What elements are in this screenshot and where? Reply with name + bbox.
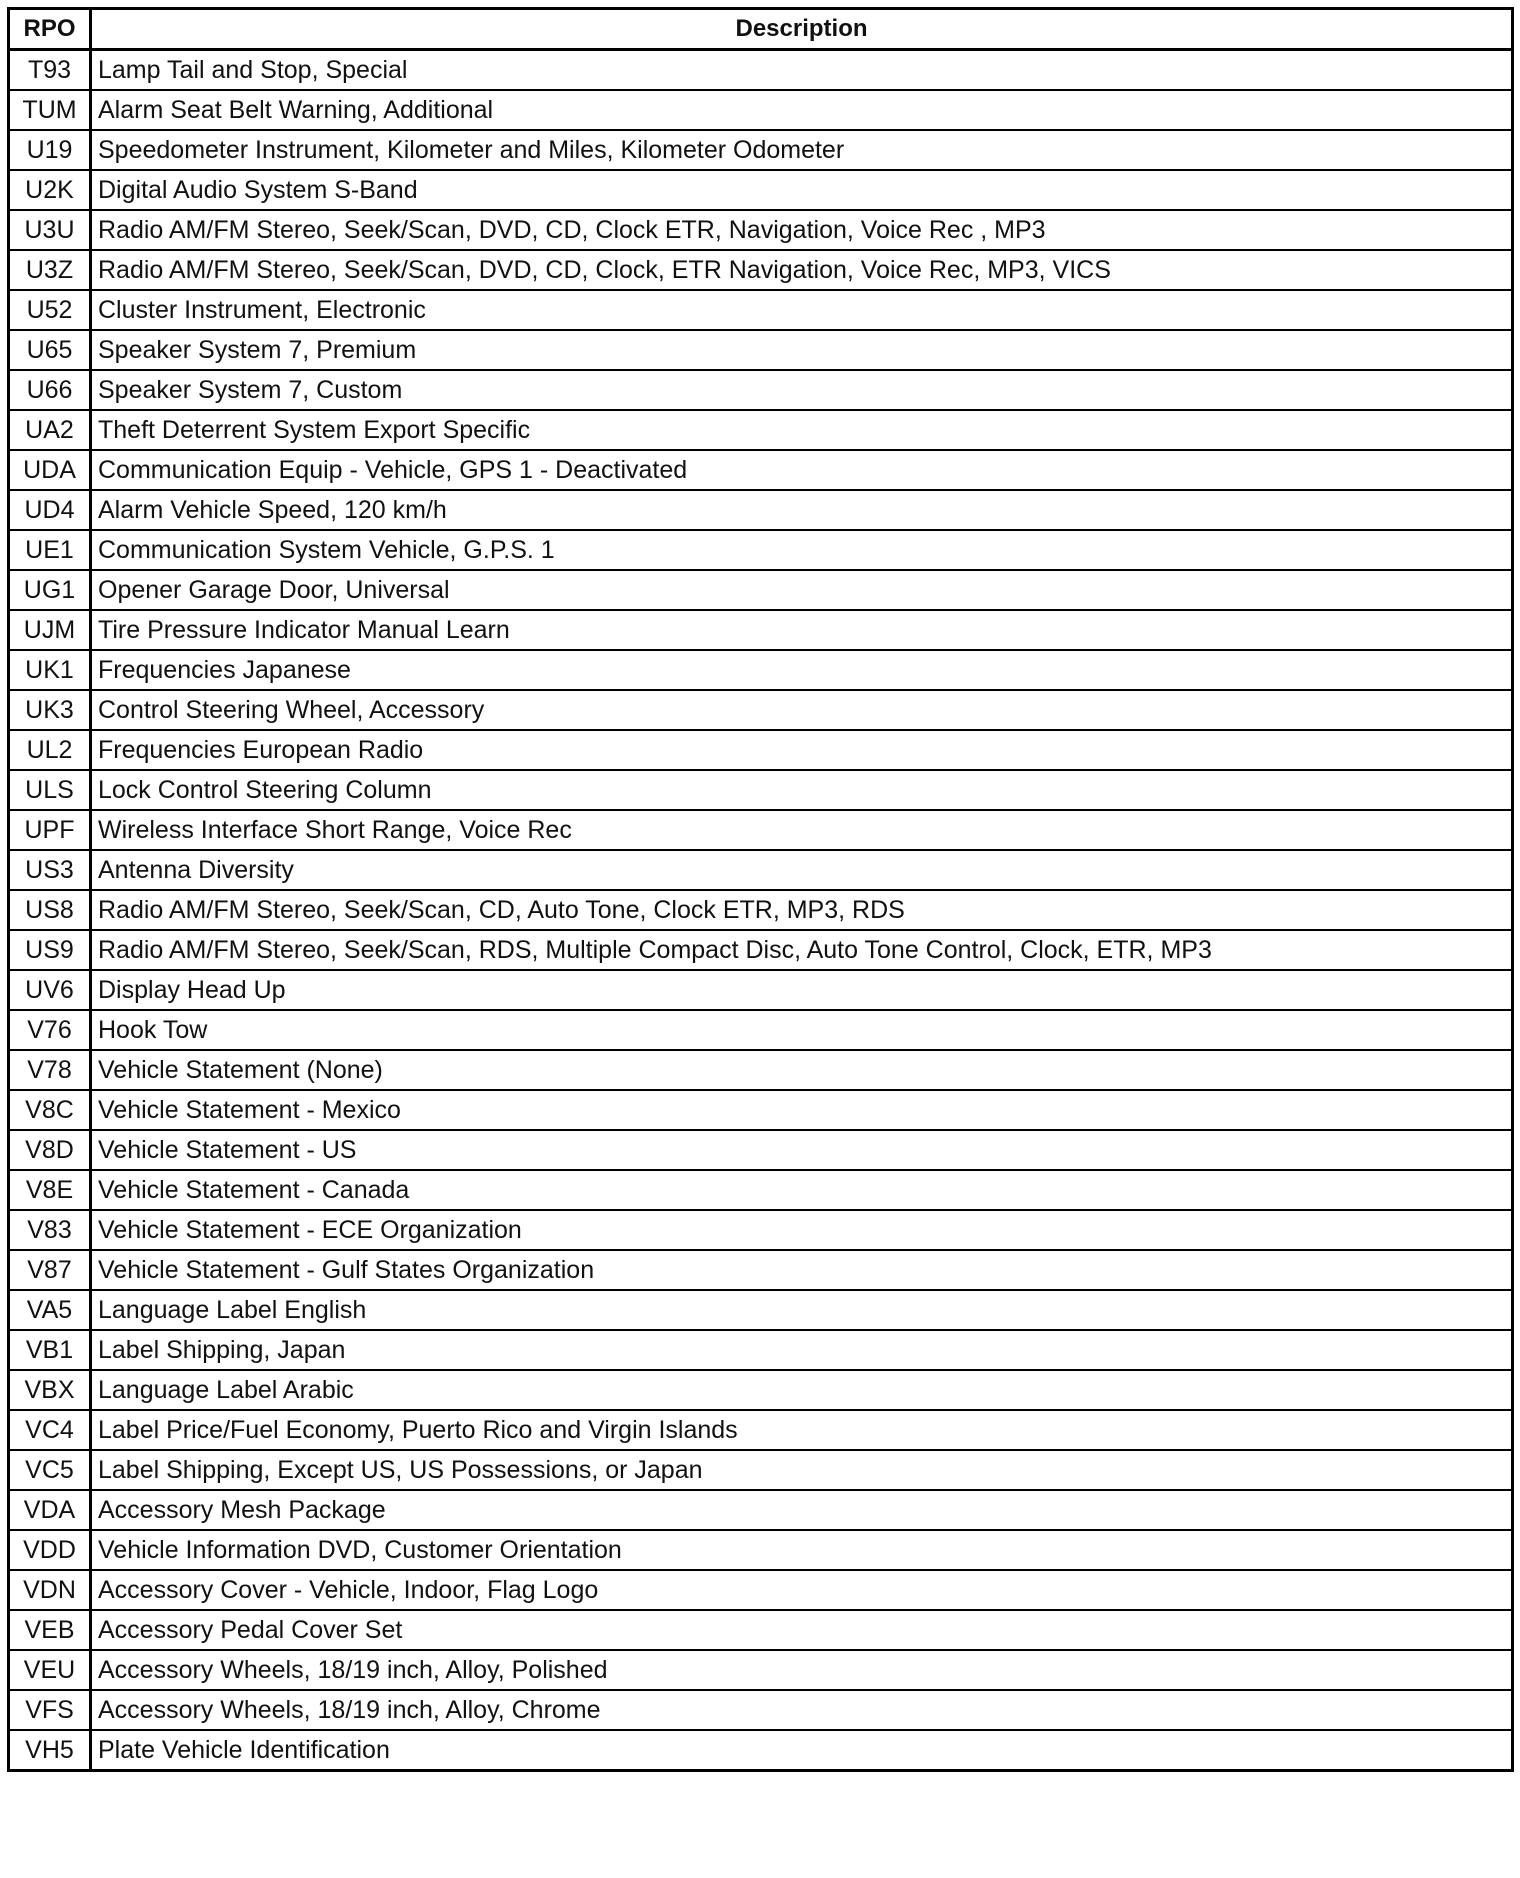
table-row [9, 290, 1513, 330]
rpo-code-cell: TUM [9, 90, 91, 130]
rpo-code-cell: US9 [9, 930, 91, 970]
description-cell: Language Label Arabic [91, 1370, 1513, 1410]
rpo-code-cell: U3U [9, 210, 91, 250]
description-cell: Radio AM/FM Stereo, Seek/Scan, DVD, CD, Clock ETR, Navigation, Voice Rec , MP3 [91, 210, 1513, 250]
rpo-code-cell: V8C [9, 1090, 91, 1130]
table-row [9, 1730, 1513, 1771]
table-row [9, 650, 1513, 690]
description-cell: Label Shipping, Japan [91, 1330, 1513, 1370]
description-cell: Label Shipping, Except US, US Possessions, or Japan [91, 1450, 1513, 1490]
table-row [9, 1210, 1513, 1250]
rpo-code-cell: T93 [9, 50, 91, 91]
description-cell: Vehicle Statement - Mexico [91, 1090, 1513, 1130]
rpo-code-cell: VB1 [9, 1330, 91, 1370]
table-row [9, 530, 1513, 570]
rpo-code-cell: U65 [9, 330, 91, 370]
description-cell: Lamp Tail and Stop, Special [91, 50, 1513, 91]
column-header-rpo: RPO [9, 9, 91, 50]
table-row [9, 1170, 1513, 1210]
description-cell: Communication Equip - Vehicle, GPS 1 - Deactivated [91, 450, 1513, 490]
description-cell: Theft Deterrent System Export Specific [91, 410, 1513, 450]
description-cell: Cluster Instrument, Electronic [91, 290, 1513, 330]
table-row [9, 570, 1513, 610]
table-row [9, 1530, 1513, 1570]
table-row [9, 1330, 1513, 1370]
description-cell: Language Label English [91, 1290, 1513, 1330]
rpo-code-cell: VC4 [9, 1410, 91, 1450]
description-cell: Display Head Up [91, 970, 1513, 1010]
rpo-code-cell: UE1 [9, 530, 91, 570]
description-cell: Vehicle Information DVD, Customer Orientation [91, 1530, 1513, 1570]
description-cell: Vehicle Statement - ECE Organization [91, 1210, 1513, 1250]
table-row [9, 410, 1513, 450]
table-row [9, 610, 1513, 650]
description-cell: Accessory Pedal Cover Set [91, 1610, 1513, 1650]
table-row [9, 90, 1513, 130]
table-row [9, 1610, 1513, 1650]
description-cell: Accessory Cover - Vehicle, Indoor, Flag Logo [91, 1570, 1513, 1610]
rpo-code-cell: VDA [9, 1490, 91, 1530]
description-cell: Tire Pressure Indicator Manual Learn [91, 610, 1513, 650]
rpo-code-cell: VEB [9, 1610, 91, 1650]
rpo-code-cell: VFS [9, 1690, 91, 1730]
description-cell: Frequencies European Radio [91, 730, 1513, 770]
description-cell: Vehicle Statement - Gulf States Organization [91, 1250, 1513, 1290]
rpo-code-cell: US8 [9, 890, 91, 930]
table-body [9, 50, 1513, 1771]
description-cell: Wireless Interface Short Range, Voice Rec [91, 810, 1513, 850]
rpo-code-cell: VC5 [9, 1450, 91, 1490]
rpo-code-cell: UK3 [9, 690, 91, 730]
description-cell: Vehicle Statement - US [91, 1130, 1513, 1170]
table-row [9, 1650, 1513, 1690]
table-row [9, 1250, 1513, 1290]
rpo-code-cell: UG1 [9, 570, 91, 610]
table-row [9, 210, 1513, 250]
rpo-code-cell: UD4 [9, 490, 91, 530]
table-row [9, 690, 1513, 730]
description-cell: Hook Tow [91, 1010, 1513, 1050]
rpo-code-cell: V8D [9, 1130, 91, 1170]
rpo-table-sheet [7, 7, 1511, 1871]
table-row [9, 850, 1513, 890]
rpo-code-cell: UV6 [9, 970, 91, 1010]
rpo-code-cell: VDD [9, 1530, 91, 1570]
table-row [9, 1410, 1513, 1450]
table-row [9, 1010, 1513, 1050]
description-cell: Opener Garage Door, Universal [91, 570, 1513, 610]
rpo-code-cell: UJM [9, 610, 91, 650]
description-cell: Label Price/Fuel Economy, Puerto Rico and Virgin Islands [91, 1410, 1513, 1450]
rpo-code-cell: UPF [9, 810, 91, 850]
table-row [9, 1090, 1513, 1130]
table-row [9, 730, 1513, 770]
description-cell: Accessory Wheels, 18/19 inch, Alloy, Polished [91, 1650, 1513, 1690]
table-row [9, 1290, 1513, 1330]
rpo-code-cell: UA2 [9, 410, 91, 450]
rpo-code-cell: VA5 [9, 1290, 91, 1330]
table-row [9, 890, 1513, 930]
description-cell: Plate Vehicle Identification [91, 1730, 1513, 1771]
rpo-code-cell: UL2 [9, 730, 91, 770]
rpo-code-cell: VDN [9, 1570, 91, 1610]
description-cell: Alarm Vehicle Speed, 120 km/h [91, 490, 1513, 530]
table-row [9, 810, 1513, 850]
table-row [9, 770, 1513, 810]
description-cell: Accessory Wheels, 18/19 inch, Alloy, Chrome [91, 1690, 1513, 1730]
table-row [9, 970, 1513, 1010]
table-row [9, 130, 1513, 170]
table-row [9, 1690, 1513, 1730]
description-cell: Accessory Mesh Package [91, 1490, 1513, 1530]
rpo-code-cell: V83 [9, 1210, 91, 1250]
rpo-code-cell: V78 [9, 1050, 91, 1090]
description-cell: Speaker System 7, Premium [91, 330, 1513, 370]
rpo-code-cell: VBX [9, 1370, 91, 1410]
column-header-description: Description [91, 9, 1513, 50]
description-cell: Vehicle Statement (None) [91, 1050, 1513, 1090]
table-row [9, 370, 1513, 410]
description-cell: Control Steering Wheel, Accessory [91, 690, 1513, 730]
rpo-code-cell: U2K [9, 170, 91, 210]
description-cell: Antenna Diversity [91, 850, 1513, 890]
rpo-code-cell: V76 [9, 1010, 91, 1050]
description-cell: Radio AM/FM Stereo, Seek/Scan, RDS, Multiple Compact Disc, Auto Tone Control, Clock, ETR, MP3 [91, 930, 1513, 970]
rpo-table [7, 7, 1514, 1772]
table-row [9, 250, 1513, 290]
description-cell: Radio AM/FM Stereo, Seek/Scan, DVD, CD, Clock, ETR Navigation, Voice Rec, MP3, VICS [91, 250, 1513, 290]
rpo-code-cell: VH5 [9, 1730, 91, 1771]
rpo-code-cell: U3Z [9, 250, 91, 290]
table-row [9, 1570, 1513, 1610]
rpo-code-cell: U66 [9, 370, 91, 410]
table-row [9, 450, 1513, 490]
rpo-code-cell: US3 [9, 850, 91, 890]
description-cell: Digital Audio System S-Band [91, 170, 1513, 210]
description-cell: Frequencies Japanese [91, 650, 1513, 690]
table-row [9, 1130, 1513, 1170]
rpo-code-cell: UK1 [9, 650, 91, 690]
table-row [9, 330, 1513, 370]
rpo-code-cell: ULS [9, 770, 91, 810]
table-row [9, 930, 1513, 970]
table-row [9, 1490, 1513, 1530]
description-cell: Vehicle Statement - Canada [91, 1170, 1513, 1210]
table-row [9, 490, 1513, 530]
description-cell: Speaker System 7, Custom [91, 370, 1513, 410]
description-cell: Lock Control Steering Column [91, 770, 1513, 810]
table-header-row [9, 9, 1513, 50]
rpo-code-cell: V8E [9, 1170, 91, 1210]
rpo-code-cell: VEU [9, 1650, 91, 1690]
rpo-code-cell: UDA [9, 450, 91, 490]
table-row [9, 50, 1513, 91]
table-row [9, 1050, 1513, 1090]
rpo-code-cell: V87 [9, 1250, 91, 1290]
table-row [9, 1450, 1513, 1490]
description-cell: Radio AM/FM Stereo, Seek/Scan, CD, Auto Tone, Clock ETR, MP3, RDS [91, 890, 1513, 930]
description-cell: Speedometer Instrument, Kilometer and Miles, Kilometer Odometer [91, 130, 1513, 170]
table-row [9, 1370, 1513, 1410]
table-row [9, 170, 1513, 210]
rpo-code-cell: U19 [9, 130, 91, 170]
rpo-code-cell: U52 [9, 290, 91, 330]
description-cell: Alarm Seat Belt Warning, Additional [91, 90, 1513, 130]
description-cell: Communication System Vehicle, G.P.S. 1 [91, 530, 1513, 570]
